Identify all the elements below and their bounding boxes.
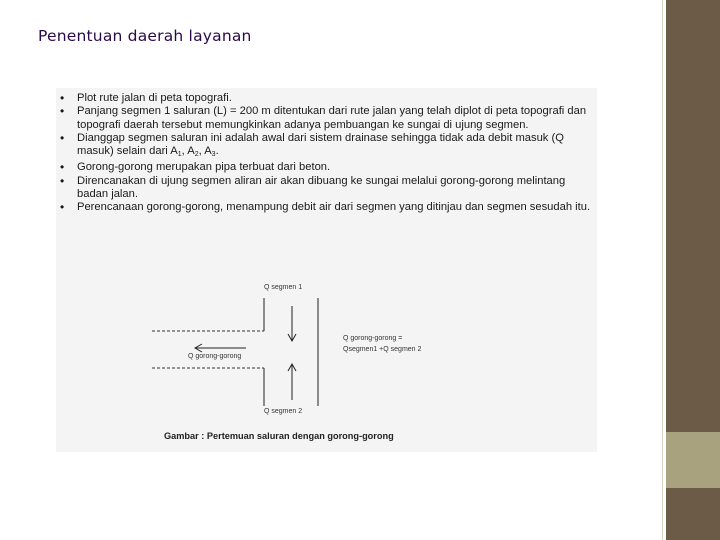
slide-title: Penentuan daerah layanan [38,27,252,45]
label-q-segmen-2: Q segmen 2 [264,408,303,415]
sidebar-band-bottom [666,488,720,540]
label-q-gorong-right-2: Qsegmen1 +Q segmen 2 [343,346,422,353]
bullet-text: . [215,145,219,158]
bullet-text: Dianggap segmen saluran ini adalah awal dari sistem drainase sehingga tidak ada debit masuk (Q masuk) selain dari A [77,131,564,158]
figure-caption: Gambar : Pertemuan saluran dengan gorong-gorong [164,431,394,441]
label-q-gorong-right-1: Q gorong-gorong = [343,335,403,342]
bullet-text: Plot rute jalan di peta topografi. [77,92,232,104]
subscript: 1 [177,151,182,159]
sidebar-band-top [666,0,720,432]
sidebar-band-accent [666,432,720,488]
sidebar-divider [662,0,663,540]
bullet-text: Panjang segmen 1 saluran (L) = 200 m ditentukan dari rute jalan yang telah diplot di peta topografi dan topografi daerah tersebut memungkinkan adanya pembuangan ke sungai di ujung segmen. [77,105,587,131]
bullet-text: Perencanaan gorong-gorong, menampung debit air dari segmen yang ditinjau dan segmen sesudah itu. [77,201,591,214]
subscript: 3 [211,151,216,159]
bullet-text: , A [181,145,195,158]
subscript: 2 [194,151,199,159]
label-q-gorong-left: Q gorong-gorong [188,353,242,360]
bullet-text: Direncanakan di ujung segmen aliran air akan dibuang ke sungai melalui gorong-gorong melintang badan jalan. [77,174,566,201]
label-q-segmen-1: Q segmen 1 [264,284,303,291]
bullet-text: , A [198,145,212,158]
junction-diagram [56,88,597,452]
document-image [56,88,597,452]
bullet-text: Gorong-gorong merupakan pipa terbuat dari beton. [77,161,331,174]
